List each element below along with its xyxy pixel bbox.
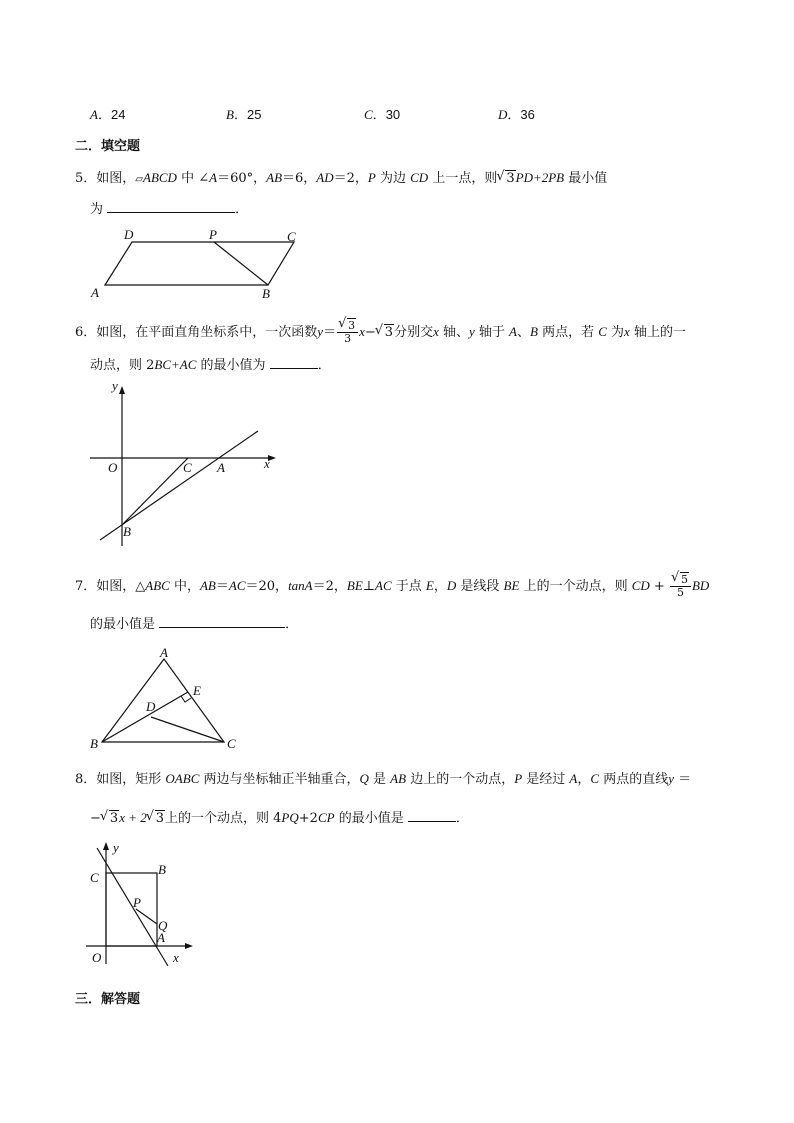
q6-line2: 动点，则 2BC+AC 的最小值为 ． [90,357,331,373]
answer-blank[interactable] [270,356,318,369]
label-B: B [90,736,98,751]
q8-line2: −√ 3x + 2√ 3上的一个动点，则 4PQ+2CP 的最小值是 ． [90,807,469,826]
label-E: E [193,683,201,698]
choice-c: C．30 [364,107,401,123]
q6-figure [90,378,285,550]
label-A: A [157,930,165,945]
label-C: C [287,229,296,244]
axis-y-label: y [112,378,118,393]
q7-line1: 7．如图，△ABC 中，AB＝AC＝20，tanA＝2，BE⊥AC 于点 E，D 是线段 BE 上的一个动点，则 CD + √ $\frac{5}{5}$ BD [75,572,709,601]
q6-line1: 6．如图，在平面直角坐标系中，一次函数y＝ √ $\frac{3}{3}$ x−√ 3分别交x 轴、y 轴于 A、B 两点，若 C 为x 轴上的一 [75,318,686,347]
answer-blank[interactable] [107,200,235,213]
q5-figure [88,225,318,303]
answer-blank[interactable] [408,809,456,822]
answer-blank[interactable] [159,615,285,628]
label-C: C [90,870,99,885]
label-D: D [124,227,134,242]
q5-line2: 为 ． [90,202,249,217]
label-C: C [183,460,192,475]
label-O: O [92,950,102,965]
label-A: A [91,285,99,300]
label-D: D [146,699,156,714]
q7-line2: 的最小值是 ． [90,617,299,632]
label-O: O [108,460,118,475]
q7-figure [88,645,248,753]
label-Q: Q [158,918,168,933]
label-P: P [209,227,217,242]
label-B: B [262,286,270,301]
section-2-title: 二．填空题 [75,139,141,154]
section-3-title: 三．解答题 [75,992,141,1007]
axis-x-label: x [264,456,270,471]
label-C: C [227,736,236,751]
q8-figure [86,838,201,968]
axis-y-label: y [113,840,119,855]
choice-a: A．24 [90,107,126,123]
label-P: P [133,895,141,910]
choice-d: D．36 [498,107,535,123]
label-A: A [217,460,225,475]
q5-line1: 5．如图，▱ABCD 中 ∠A＝60°，AB＝6，AD＝2，P 为边 CD 上一点，则√ 3PD+2PB 最小值 [75,167,607,186]
label-A: A [160,645,168,660]
axis-x-label: x [173,950,179,965]
label-B: B [123,524,131,539]
q8-line1: 8．如图，矩形 OABC 两边与坐标轴正半轴重合，Q 是 AB 边上的一个动点，P 是经过 A，C 两点的直线y ＝ [75,771,692,787]
label-B: B [158,862,166,877]
choice-b: B．25 [226,107,262,123]
